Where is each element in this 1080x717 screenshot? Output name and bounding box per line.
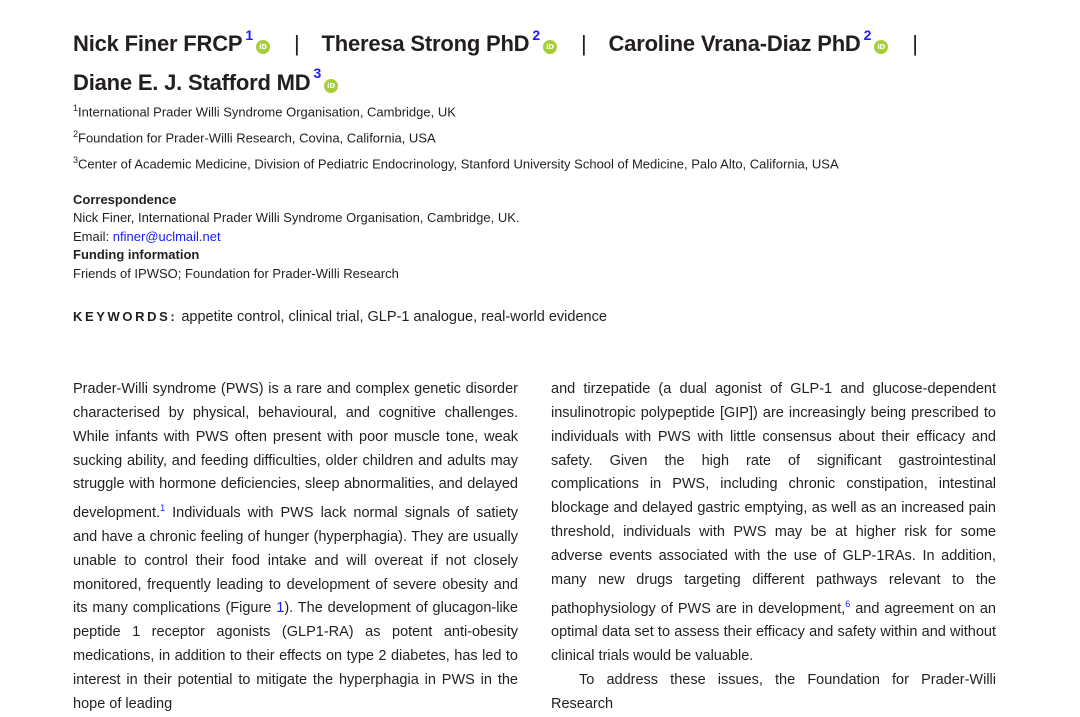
keywords-text: appetite control, clinical trial, GLP-1 analogue, real-world evidence: [181, 309, 607, 325]
figure-link[interactable]: 1: [276, 600, 285, 617]
keywords-label: KEYWORDS:: [73, 309, 178, 324]
affiliation-ref[interactable]: 1: [245, 27, 253, 43]
keywords: [73, 309, 607, 325]
author: Theresa Strong PhD $^2$iD: [321, 31, 556, 56]
funding-text: Friends of IPWSO; Foundation for Prader-Willi Research: [73, 265, 399, 281]
orcid-icon[interactable]: iD: [543, 40, 557, 54]
affiliation-ref[interactable]: 3: [313, 65, 322, 82]
affiliation-ref[interactable]: 2: [863, 27, 872, 43]
paragraph: and tirzepatide (a dual agonist of GLP-1 and glucose-dependent insulinotropic polypeptide [GIP]) are increasingly being prescribed to individuals with PWS with little consensus about their efficacy and safety. Given the high rate of significant gastrointestinal complications in PWS, including chronic constipation, intestinal blockage and delayed gastric emptying, as well as an increased pain threshold, individuals with PWS may be at higher risk for some adverse events associated with the use of GLP-1RAs. In addition, many new drugs targeting different pathways relevant to the pathophysiology of PWS are in development,$^6$ and agreement on an optimal data set to assess their efficacy and safety within and without clinical trials would be valuable.: [551, 381, 996, 665]
orcid-icon[interactable]: iD: [874, 40, 888, 54]
body-column-left: [73, 378, 518, 717]
separator: |: [912, 31, 918, 57]
paragraph: Prader-Willi syndrome (PWS) is a rare and complex genetic disorder characterised by physical, behavioural, and cognitive challenges. While infants with PWS often present with poor muscle tone, weak sucking ability, and feeding difficulties, older children and adults may struggle with hormone deficiencies, sleep abnormalities, and delayed development.$^1$ Individuals with PWS lack normal signals of satiety and have a chronic feeling of hunger (hyperphagia). They are usually unable to control their food intake and will overeat if not closely monitored, frequently leading to development of severe obesity and its many complications (Figure 1). The development of glucagon-like peptide 1 receptor agonists (GLP1-RA) as potent anti-obesity medications, in addition to their effects on type 2 diabetes, has led to interest in their potential to mitigate the hyperphagia in PWS in the hope of leading: [73, 381, 518, 712]
citation-link[interactable]: 1: [160, 503, 166, 514]
separator: |: [293, 31, 300, 57]
orcid-icon[interactable]: iD: [324, 79, 338, 93]
author: Nick Finer FRCP $^1$iD: [73, 31, 270, 56]
affiliation: $^1$International Prader Willi Syndrome Organisation, Cambridge, UK: [73, 103, 456, 120]
correspondence-heading: Correspondence: [73, 192, 177, 207]
separator: |: [580, 31, 587, 57]
funding-heading: Funding information: [73, 247, 200, 263]
email-link[interactable]: nfiner@uclmail.net: [112, 228, 221, 244]
correspondence-address: Nick Finer, International Prader Willi Syndrome Organisation, Cambridge, UK.: [73, 210, 520, 226]
author: Caroline Vrana-Diaz PhD $^2$iD: [608, 31, 888, 56]
affiliation: $^3$Center of Academic Medicine, Division of Pediatric Endocrinology, Stanford University School of Medicine, Palo Alto, California, USA: [73, 155, 839, 172]
author-list: [73, 22, 1033, 99]
affiliation: $^2$Foundation for Prader-Willi Research, Covina, California, USA: [73, 129, 436, 146]
author: Diane E. J. Stafford MD $^3$iD: [73, 70, 338, 95]
correspondence-block: [73, 191, 520, 283]
email-label: Email:: [73, 228, 110, 244]
affiliation-ref[interactable]: 2: [532, 27, 540, 43]
paragraph: To address these issues, the Foundation for Prader-Willi Research: [551, 671, 996, 712]
body-column-right: [551, 378, 996, 717]
citation-link[interactable]: 6: [845, 598, 851, 609]
orcid-icon[interactable]: iD: [256, 40, 270, 54]
